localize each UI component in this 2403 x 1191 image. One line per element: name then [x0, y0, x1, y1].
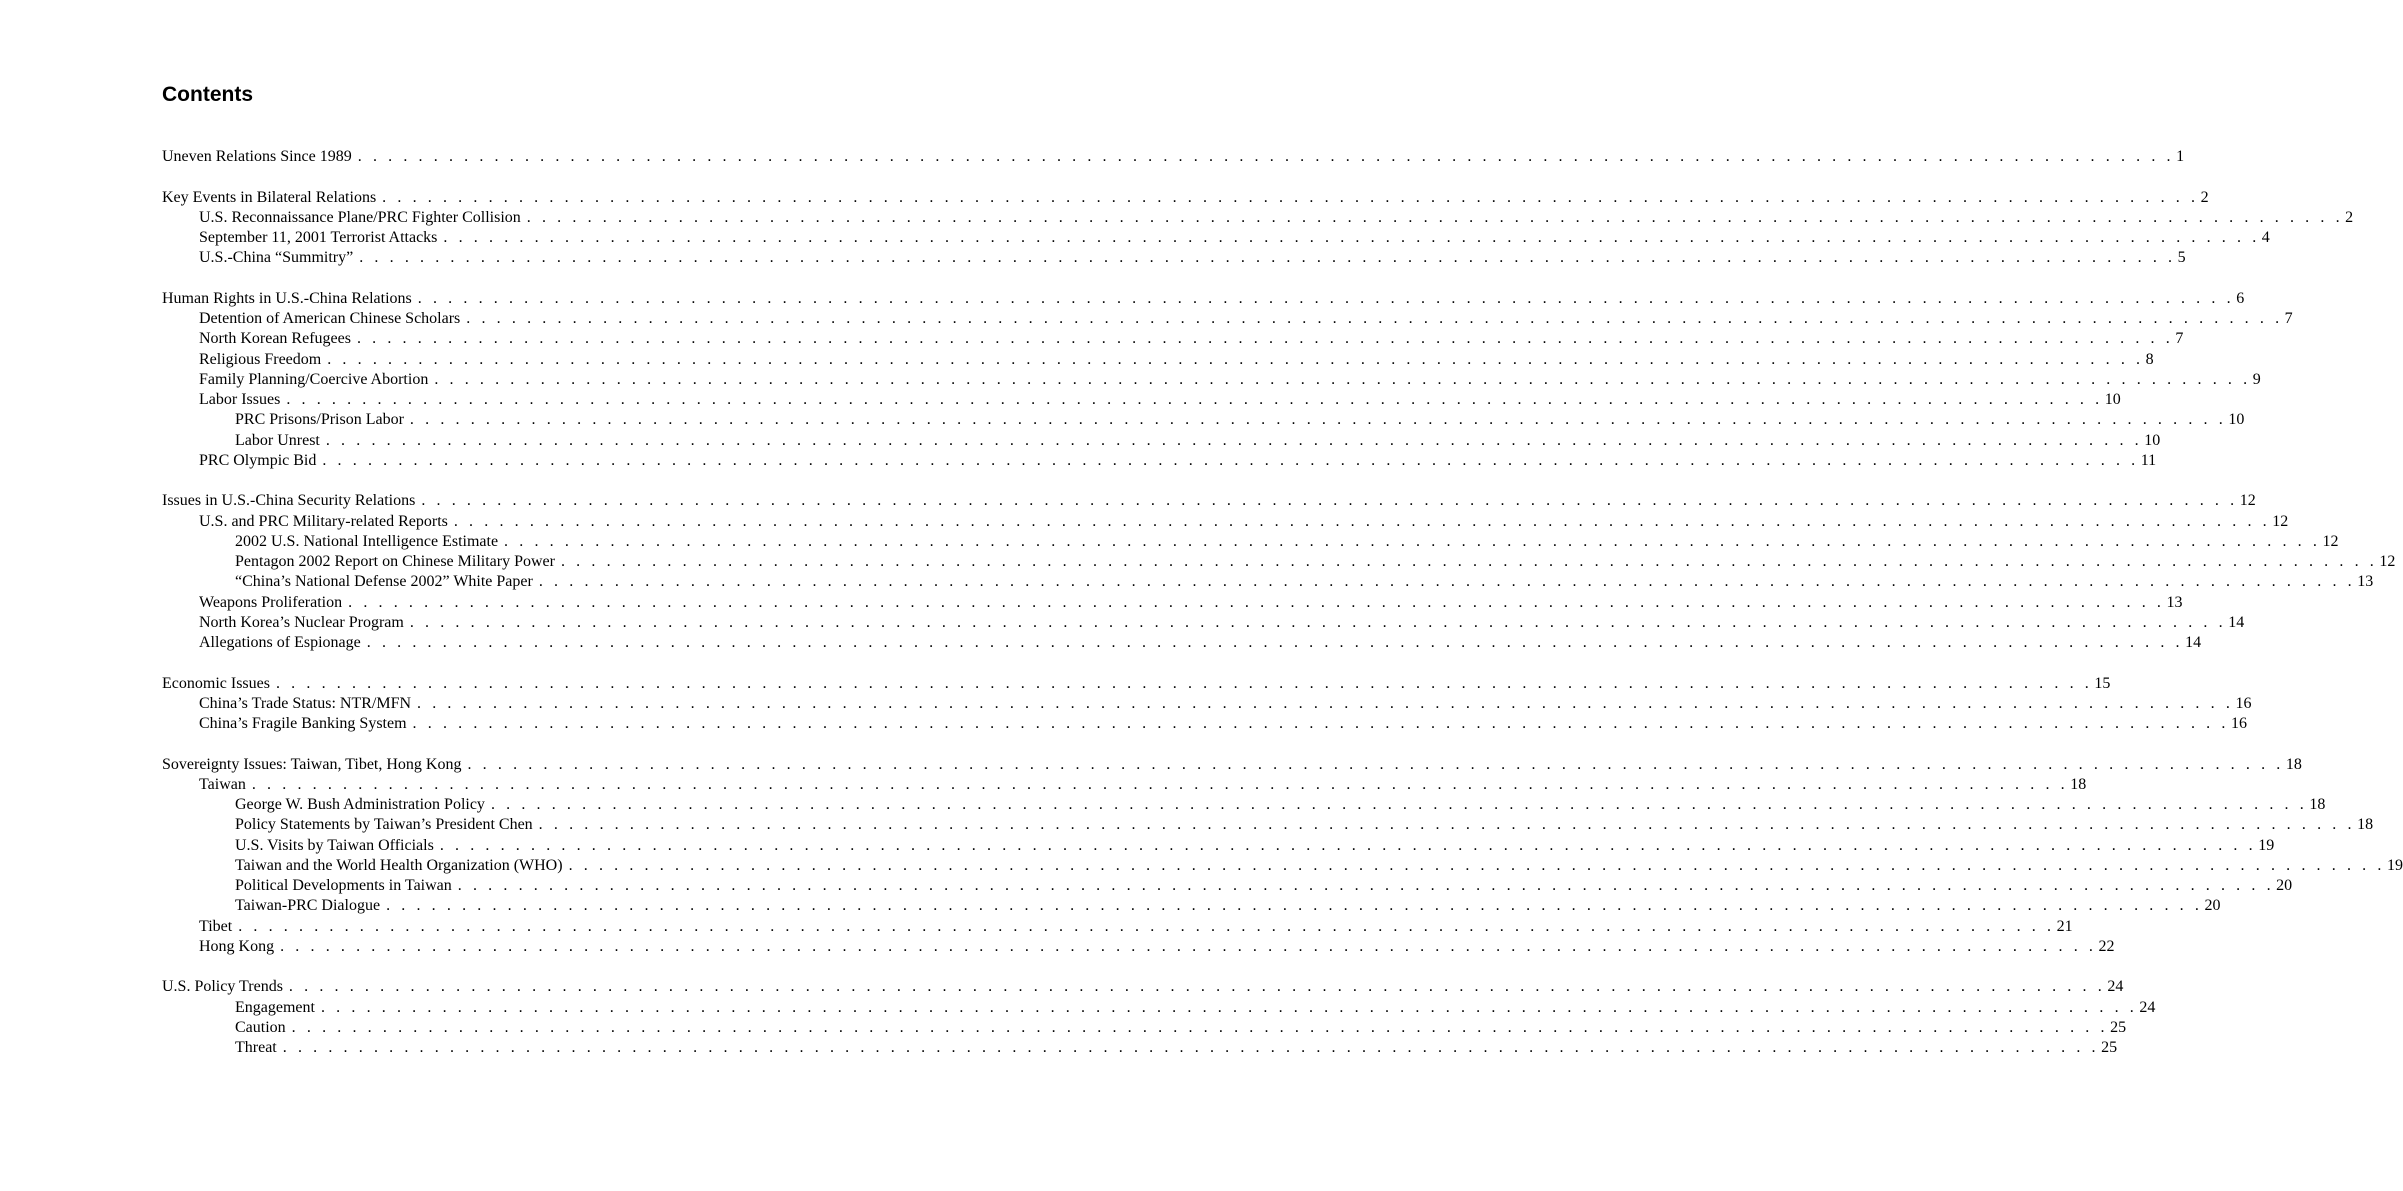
toc-entry[interactable] [162, 188, 2209, 208]
dot-leader: . . . . . . . . . . . . . . . . . . . . . . . . . . . . . . . . . . . . . . . . . . . . . . . . . . . . . . . . . . . . . . . . . . . . . . . . . . . . . . . . . . . . . . . . . . . . . . . . . . . . . . . . . . . . . . . . . . . . . . . . [504, 532, 2321, 550]
dot-leader: . . . . . . . . . . . . . . . . . . . . . . . . . . . . . . . . . . . . . . . . . . . . . . . . . . . . . . . . . . . . . . . . . . . . . . . . . . . . . . . . . . . . . . . . . . . . . . . . . . . . . . . . . . . . . . . . . . . . . . . . [538, 573, 2356, 591]
toc-entry-page-number: 19 [2258, 836, 2275, 854]
toc-entry-page-number: 9 [2252, 370, 2261, 388]
toc-entry-page-number: 1 [2176, 148, 2185, 165]
toc-entry-title: George W. Bush Administration Policy [235, 796, 485, 813]
toc-entry-page-number: 18 [2070, 775, 2087, 793]
toc-entry-title: Taiwan [199, 775, 246, 793]
toc-entry-title: North Korean Refugees [199, 330, 351, 348]
toc-entry-page-number: 24 [2107, 978, 2124, 996]
toc-section [162, 977, 2156, 1058]
dot-leader: . . . . . . . . . . . . . . . . . . . . . . . . . . . . . . . . . . . . . . . . . . . . . . . . . . . . . . . . . . . . . . . . . . . . . . . . . . . . . . . . . . . . . . . . . . . . . . . . . . . . . . . . . . . . . . . . . . . . . . . . [366, 634, 2184, 651]
toc-entry-title: China’s Fragile Banking System [199, 715, 407, 732]
toc-entry-page-number: 21 [2056, 917, 2073, 935]
toc-entry-title: North Korea’s Nuclear Program [199, 613, 404, 631]
dot-leader: . . . . . . . . . . . . . . . . . . . . . . . . . . . . . . . . . . . . . . . . . . . . . . . . . . . . . . . . . . . . . . . . . . . . . . . . . . . . . . . . . . . . . . . . . . . . . . . . . . . . . . . . . . . . . . . . . . . . . . . . [466, 310, 2283, 327]
toc-entry[interactable] [162, 815, 2374, 835]
table-of-contents [162, 147, 2403, 1079]
toc-entry[interactable] [162, 410, 2245, 430]
toc-entry-page-number: 16 [2230, 715, 2247, 732]
toc-entry[interactable] [162, 714, 2247, 734]
toc-entry[interactable] [162, 512, 2289, 532]
toc-entry-title: Issues in U.S.-China Security Relations [162, 492, 416, 510]
toc-entry[interactable] [162, 532, 2339, 552]
dot-leader: . . . . . . . . . . . . . . . . . . . . . . . . . . . . . . . . . . . . . . . . . . . . . . . . . . . . . . . . . . . . . . . . . . . . . . . . . . . . . . . . . . . . . . . . . . . . . . . . . . . . . . . . . . . . . . . . . . . . . . . . [434, 370, 2251, 388]
dot-leader: . . . . . . . . . . . . . . . . . . . . . . . . . . . . . . . . . . . . . . . . . . . . . . . . . . . . . . . . . . . . . . . . . . . . . . . . . . . . . . . . . . . . . . . . . . . . . . . . . . . . . . . . . . . . . . . . . . . . . . . . [421, 492, 2238, 510]
toc-entry-page-number: 12 [2272, 512, 2289, 530]
toc-entry-page-number: 25 [2110, 1018, 2127, 1036]
toc-entry-page-number: 11 [2140, 451, 2157, 469]
toc-entry-page-number: 16 [2235, 694, 2252, 712]
toc-entry[interactable] [162, 451, 2157, 471]
dot-leader: . . . . . . . . . . . . . . . . . . . . . . . . . . . . . . . . . . . . . . . . . . . . . . . . . . . . . . . . . . . . . . . . . . . . . . . . . . . . . . . . . . . . . . . . . . . . . . . . . . . . . . . . . . . . . . . . . . . . . . . . [568, 856, 2385, 874]
dot-leader: . . . . . . . . . . . . . . . . . . . . . . . . . . . . . . . . . . . . . . . . . . . . . . . . . . . . . . . . . . . . . . . . . . . . . . . . . . . . . . . . . . . . . . . . . . . . . . . . . . . . . . . . . . . . . . . . . . . . . . . . [409, 613, 2227, 631]
toc-entry[interactable] [162, 836, 2275, 856]
toc-entry-page-number: 24 [2139, 998, 2156, 1016]
toc-entry-title: Pentagon 2002 Report on Chinese Military Power [235, 553, 555, 570]
toc-entry-page-number: 14 [2228, 613, 2245, 631]
dot-leader: . . . . . . . . . . . . . . . . . . . . . . . . . . . . . . . . . . . . . . . . . . . . . . . . . . . . . . . . . . . . . . . . . . . . . . . . . . . . . . . . . . . . . . . . . . . . . . . . . . . . . . . . . . . . . . . . . . . . . . . . [538, 816, 2356, 834]
toc-entry[interactable] [162, 572, 2374, 592]
dot-leader: . . . . . . . . . . . . . . . . . . . . . . . . . . . . . . . . . . . . . . . . . . . . . . . . . . . . . . . . . . . . . . . . . . . . . . . . . . . . . . . . . . . . . . . . . . . . . . . . . . . . . . . . . . . . . . . . . . . . . . . . [291, 1018, 2109, 1036]
toc-entry[interactable] [162, 613, 2245, 633]
toc-entry[interactable] [162, 390, 2121, 410]
toc-entry-title: U.S. Policy Trends [162, 978, 283, 996]
toc-entry[interactable] [162, 694, 2252, 714]
dot-leader: . . . . . . . . . . . . . . . . . . . . . . . . . . . . . . . . . . . . . . . . . . . . . . . . . . . . . . . . . . . . . . . . . . . . . . . . . . . . . . . . . . . . . . . . . . . . . . . . . . . . . . . . . . . . . . . . . . . . . . . . [490, 796, 2308, 813]
toc-entry[interactable] [162, 350, 2154, 370]
toc-entry-title: Policy Statements by Taiwan’s President Chen [235, 816, 533, 834]
dot-leader: . . . . . . . . . . . . . . . . . . . . . . . . . . . . . . . . . . . . . . . . . . . . . . . . . . . . . . . . . . . . . . . . . . . . . . . . . . . . . . . . . . . . . . . . . . . . . . . . . . . . . . . . . . . . . . . . . . . . . . . . [320, 998, 2138, 1016]
toc-entry[interactable] [162, 674, 2111, 694]
dot-leader: . . . . . . . . . . . . . . . . . . . . . . . . . . . . . . . . . . . . . . . . . . . . . . . . . . . . . . . . . . . . . . . . . . . . . . . . . . . . . . . . . . . . . . . . . . . . . . . . . . . . . . . . . . . . . . . . . . . . . . . . [325, 431, 2143, 449]
toc-entry-title: Labor Unrest [235, 431, 320, 449]
dot-leader: . . . . . . . . . . . . . . . . . . . . . . . . . . . . . . . . . . . . . . . . . . . . . . . . . . . . . . . . . . . . . . . . . . . . . . . . . . . . . . . . . . . . . . . . . . . . . . . . . . . . . . . . . . . . . . . . . . . . . . . . [322, 451, 2139, 469]
toc-entry-title: U.S. and PRC Military-related Reports [199, 512, 448, 530]
toc-entry[interactable] [162, 431, 2161, 451]
toc-entry[interactable] [162, 795, 2326, 815]
toc-entry[interactable] [162, 329, 2184, 349]
toc-entry-page-number: 13 [2357, 573, 2374, 591]
dot-leader: . . . . . . . . . . . . . . . . . . . . . . . . . . . . . . . . . . . . . . . . . . . . . . . . . . . . . . . . . . . . . . . . . . . . . . . . . . . . . . . . . . . . . . . . . . . . . . . . . . . . . . . . . . . . . . . . . . . . . . . . [417, 289, 2235, 307]
dot-leader: . . . . . . . . . . . . . . . . . . . . . . . . . . . . . . . . . . . . . . . . . . . . . . . . . . . . . . . . . . . . . . . . . . . . . . . . . . . . . . . . . . . . . . . . . . . . . . . . . . . . . . . . . . . . . . . . . . . . . . . . [356, 330, 2174, 348]
toc-entry[interactable] [162, 208, 2354, 228]
dot-leader: . . . . . . . . . . . . . . . . . . . . . . . . . . . . . . . . . . . . . . . . . . . . . . . . . . . . . . . . . . . . . . . . . . . . . . . . . . . . . . . . . . . . . . . . . . . . . . . . . . . . . . . . . . . . . . . . . . . . . . . . [282, 1039, 2100, 1056]
dot-leader: . . . . . . . . . . . . . . . . . . . . . . . . . . . . . . . . . . . . . . . . . . . . . . . . . . . . . . . . . . . . . . . . . . . . . . . . . . . . . . . . . . . . . . . . . . . . . . . . . . . . . . . . . . . . . . . . . . . . . . . . [359, 249, 2176, 267]
toc-entry-page-number: 10 [2104, 391, 2121, 408]
toc-entry-title: Tibet [199, 917, 233, 935]
toc-entry-page-number: 19 [2386, 856, 2403, 874]
toc-section [162, 188, 2354, 269]
toc-entry-title: Hong Kong [199, 937, 275, 955]
toc-entry-title: U.S. Reconnaissance Plane/PRC Fighter Collision [199, 208, 521, 226]
toc-entry[interactable] [162, 248, 2186, 268]
dot-leader: . . . . . . . . . . . . . . . . . . . . . . . . . . . . . . . . . . . . . . . . . . . . . . . . . . . . . . . . . . . . . . . . . . . . . . . . . . . . . . . . . . . . . . . . . . . . . . . . . . . . . . . . . . . . . . . . . . . . . . . . [412, 715, 2229, 732]
toc-entry-page-number: 18 [2309, 796, 2326, 813]
toc-entry-title: U.S.-China “Summitry” [199, 249, 354, 267]
toc-entry-title: Allegations of Espionage [199, 634, 361, 651]
toc-section [162, 674, 2252, 735]
toc-entry-title: China’s Trade Status: NTR/MFN [199, 694, 412, 712]
toc-entry[interactable] [162, 552, 2396, 572]
toc-entry-page-number: 12 [2239, 492, 2256, 510]
toc-entry-page-number: 5 [2177, 249, 2186, 267]
toc-entry-page-number: 2 [2200, 188, 2209, 206]
toc-entry-page-number: 18 [2285, 755, 2302, 773]
toc-entry-page-number: 20 [2276, 877, 2293, 894]
toc-entry-title: Weapons Proliferation [199, 593, 343, 611]
toc-entry-title: Uneven Relations Since 1989 [162, 148, 352, 165]
toc-entry-title: Detention of American Chinese Scholars [199, 310, 461, 327]
dot-leader: . . . . . . . . . . . . . . . . . . . . . . . . . . . . . . . . . . . . . . . . . . . . . . . . . . . . . . . . . . . . . . . . . . . . . . . . . . . . . . . . . . . . . . . . . . . . . . . . . . . . . . . . . . . . . . . . . . . . . . . . [453, 512, 2271, 530]
toc-entry[interactable] [162, 1018, 2127, 1038]
toc-entry-title: Family Planning/Coercive Abortion [199, 370, 429, 388]
dot-leader: . . . . . . . . . . . . . . . . . . . . . . . . . . . . . . . . . . . . . . . . . . . . . . . . . . . . . . . . . . . . . . . . . . . . . . . . . . . . . . . . . . . . . . . . . . . . . . . . . . . . . . . . . . . . . . . . . . . . . . . . [348, 593, 2165, 611]
toc-entry-page-number: 20 [2204, 897, 2221, 915]
dot-leader: . . . . . . . . . . . . . . . . . . . . . . . . . . . . . . . . . . . . . . . . . . . . . . . . . . . . . . . . . . . . . . . . . . . . . . . . . . . . . . . . . . . . . . . . . . . . . . . . . . . . . . . . . . . . . . . . . . . . . . . . [409, 411, 2227, 429]
toc-entry-title: PRC Olympic Bid [199, 451, 317, 469]
dot-leader: . . . . . . . . . . . . . . . . . . . . . . . . . . . . . . . . . . . . . . . . . . . . . . . . . . . . . . . . . . . . . . . . . . . . . . . . . . . . . . . . . . . . . . . . . . . . . . . . . . . . . . . . . . . . . . . . . . . . . . . . [275, 674, 2093, 692]
toc-entry[interactable] [162, 755, 2302, 775]
toc-entry[interactable] [162, 896, 2221, 916]
dot-leader: . . . . . . . . . . . . . . . . . . . . . . . . . . . . . . . . . . . . . . . . . . . . . . . . . . . . . . . . . . . . . . . . . . . . . . . . . . . . . . . . . . . . . . . . . . . . . . . . . . . . . . . . . . . . . . . . . . . . . . . . [357, 148, 2175, 165]
toc-entry-page-number: 2 [2345, 208, 2354, 226]
dot-leader: . . . . . . . . . . . . . . . . . . . . . . . . . . . . . . . . . . . . . . . . . . . . . . . . . . . . . . . . . . . . . . . . . . . . . . . . . . . . . . . . . . . . . . . . . . . . . . . . . . . . . . . . . . . . . . . . . . . . . . . . [457, 877, 2275, 894]
toc-entry[interactable] [162, 633, 2202, 653]
dot-leader: . . . . . . . . . . . . . . . . . . . . . . . . . . . . . . . . . . . . . . . . . . . . . . . . . . . . . . . . . . . . . . . . . . . . . . . . . . . . . . . . . . . . . . . . . . . . . . . . . . . . . . . . . . . . . . . . . . . . . . . . [286, 391, 2103, 408]
dot-leader: . . . . . . . . . . . . . . . . . . . . . . . . . . . . . . . . . . . . . . . . . . . . . . . . . . . . . . . . . . . . . . . . . . . . . . . . . . . . . . . . . . . . . . . . . . . . . . . . . . . . . . . . . . . . . . . . . . . . . . . . [386, 897, 2203, 915]
toc-entry[interactable] [162, 977, 2124, 997]
toc-section [162, 289, 2293, 471]
toc-entry[interactable] [162, 228, 2270, 248]
toc-entry[interactable] [162, 370, 2261, 390]
toc-entry-page-number: 10 [2144, 431, 2161, 449]
toc-entry[interactable] [162, 289, 2245, 309]
toc-entry-title: Economic Issues [162, 674, 270, 692]
toc-entry-title: 2002 U.S. National Intelligence Estimate [235, 532, 499, 550]
dot-leader: . . . . . . . . . . . . . . . . . . . . . . . . . . . . . . . . . . . . . . . . . . . . . . . . . . . . . . . . . . . . . . . . . . . . . . . . . . . . . . . . . . . . . . . . . . . . . . . . . . . . . . . . . . . . . . . . . . . . . . . . [526, 208, 2344, 226]
dot-leader: . . . . . . . . . . . . . . . . . . . . . . . . . . . . . . . . . . . . . . . . . . . . . . . . . . . . . . . . . . . . . . . . . . . . . . . . . . . . . . . . . . . . . . . . . . . . . . . . . . . . . . . . . . . . . . . . . . . . . . . . [382, 188, 2199, 206]
dot-leader: . . . . . . . . . . . . . . . . . . . . . . . . . . . . . . . . . . . . . . . . . . . . . . . . . . . . . . . . . . . . . . . . . . . . . . . . . . . . . . . . . . . . . . . . . . . . . . . . . . . . . . . . . . . . . . . . . . . . . . . . [251, 775, 2069, 793]
toc-entry-page-number: 22 [2098, 937, 2115, 955]
toc-entry-title: Caution [235, 1018, 286, 1036]
toc-entry-title: Human Rights in U.S.-China Relations [162, 289, 412, 307]
toc-entry[interactable] [162, 491, 2256, 511]
toc-entry-page-number: 8 [2145, 350, 2154, 368]
toc-entry[interactable] [162, 1038, 2118, 1058]
toc-entry[interactable] [162, 856, 2403, 876]
dot-leader: . . . . . . . . . . . . . . . . . . . . . . . . . . . . . . . . . . . . . . . . . . . . . . . . . . . . . . . . . . . . . . . . . . . . . . . . . . . . . . . . . . . . . . . . . . . . . . . . . . . . . . . . . . . . . . . . . . . . . . . . [467, 755, 2284, 773]
dot-leader: . . . . . . . . . . . . . . . . . . . . . . . . . . . . . . . . . . . . . . . . . . . . . . . . . . . . . . . . . . . . . . . . . . . . . . . . . . . . . . . . . . . . . . . . . . . . . . . . . . . . . . . . . . . . . . . . . . . . . . . . [280, 937, 2097, 955]
toc-entry-title: Political Developments in Taiwan [235, 877, 452, 894]
toc-entry-title: “China’s National Defense 2002” White Paper [235, 573, 533, 591]
toc-entry[interactable] [162, 876, 2293, 896]
toc-entry-page-number: 14 [2185, 634, 2202, 651]
toc-entry[interactable] [162, 309, 2293, 329]
toc-section [162, 491, 2396, 653]
toc-entry-title: Religious Freedom [199, 350, 322, 368]
toc-entry-title: Taiwan and the World Health Organization (WHO) [235, 856, 563, 874]
toc-entry-title: U.S. Visits by Taiwan Officials [235, 836, 434, 854]
toc-entry-page-number: 6 [2236, 289, 2245, 307]
toc-entry-title: Threat [235, 1039, 277, 1056]
toc-entry[interactable] [162, 775, 2087, 795]
toc-entry-page-number: 25 [2101, 1039, 2118, 1056]
dot-leader: . . . . . . . . . . . . . . . . . . . . . . . . . . . . . . . . . . . . . . . . . . . . . . . . . . . . . . . . . . . . . . . . . . . . . . . . . . . . . . . . . . . . . . . . . . . . . . . . . . . . . . . . . . . . . . . . . . . . . . . . [327, 350, 2144, 368]
dot-leader: . . . . . . . . . . . . . . . . . . . . . . . . . . . . . . . . . . . . . . . . . . . . . . . . . . . . . . . . . . . . . . . . . . . . . . . . . . . . . . . . . . . . . . . . . . . . . . . . . . . . . . . . . . . . . . . . . . . . . . . . [560, 553, 2378, 570]
toc-entry-page-number: 10 [2228, 411, 2245, 429]
toc-entry-title: Key Events in Bilateral Relations [162, 188, 377, 206]
page-title: Contents [162, 83, 253, 106]
toc-entry-page-number: 4 [2261, 229, 2270, 246]
toc-entry[interactable] [162, 593, 2183, 613]
toc-entry-title: Taiwan-PRC Dialogue [235, 897, 381, 915]
toc-entry-title: Labor Issues [199, 391, 281, 408]
toc-entry-page-number: 13 [2166, 593, 2183, 611]
toc-entry-title: September 11, 2001 Terrorist Attacks [199, 229, 438, 246]
toc-entry-title: Engagement [235, 998, 315, 1016]
toc-section [162, 755, 2403, 958]
dot-leader: . . . . . . . . . . . . . . . . . . . . . . . . . . . . . . . . . . . . . . . . . . . . . . . . . . . . . . . . . . . . . . . . . . . . . . . . . . . . . . . . . . . . . . . . . . . . . . . . . . . . . . . . . . . . . . . . . . . . . . . . [288, 978, 2106, 996]
toc-entry-page-number: 12 [2379, 553, 2396, 570]
toc-entry-page-number: 15 [2094, 674, 2111, 692]
toc-entry[interactable] [162, 998, 2156, 1018]
toc-entry-page-number: 7 [2284, 310, 2293, 327]
dot-leader: . . . . . . . . . . . . . . . . . . . . . . . . . . . . . . . . . . . . . . . . . . . . . . . . . . . . . . . . . . . . . . . . . . . . . . . . . . . . . . . . . . . . . . . . . . . . . . . . . . . . . . . . . . . . . . . . . . . . . . . . [417, 694, 2234, 712]
toc-entry[interactable] [162, 937, 2115, 957]
toc-entry-title: PRC Prisons/Prison Labor [235, 411, 404, 429]
toc-entry-title: Sovereignty Issues: Taiwan, Tibet, Hong Kong [162, 755, 462, 773]
toc-entry-page-number: 12 [2322, 532, 2339, 550]
toc-section [162, 147, 2185, 167]
toc-entry-page-number: 7 [2175, 330, 2184, 348]
dot-leader: . . . . . . . . . . . . . . . . . . . . . . . . . . . . . . . . . . . . . . . . . . . . . . . . . . . . . . . . . . . . . . . . . . . . . . . . . . . . . . . . . . . . . . . . . . . . . . . . . . . . . . . . . . . . . . . . . . . . . . . . [439, 836, 2257, 854]
dot-leader: . . . . . . . . . . . . . . . . . . . . . . . . . . . . . . . . . . . . . . . . . . . . . . . . . . . . . . . . . . . . . . . . . . . . . . . . . . . . . . . . . . . . . . . . . . . . . . . . . . . . . . . . . . . . . . . . . . . . . . . . [443, 229, 2260, 246]
toc-entry[interactable] [162, 917, 2073, 937]
toc-entry-page-number: 18 [2357, 816, 2374, 834]
toc-entry[interactable] [162, 147, 2185, 167]
dot-leader: . . . . . . . . . . . . . . . . . . . . . . . . . . . . . . . . . . . . . . . . . . . . . . . . . . . . . . . . . . . . . . . . . . . . . . . . . . . . . . . . . . . . . . . . . . . . . . . . . . . . . . . . . . . . . . . . . . . . . . . . [238, 917, 2055, 935]
